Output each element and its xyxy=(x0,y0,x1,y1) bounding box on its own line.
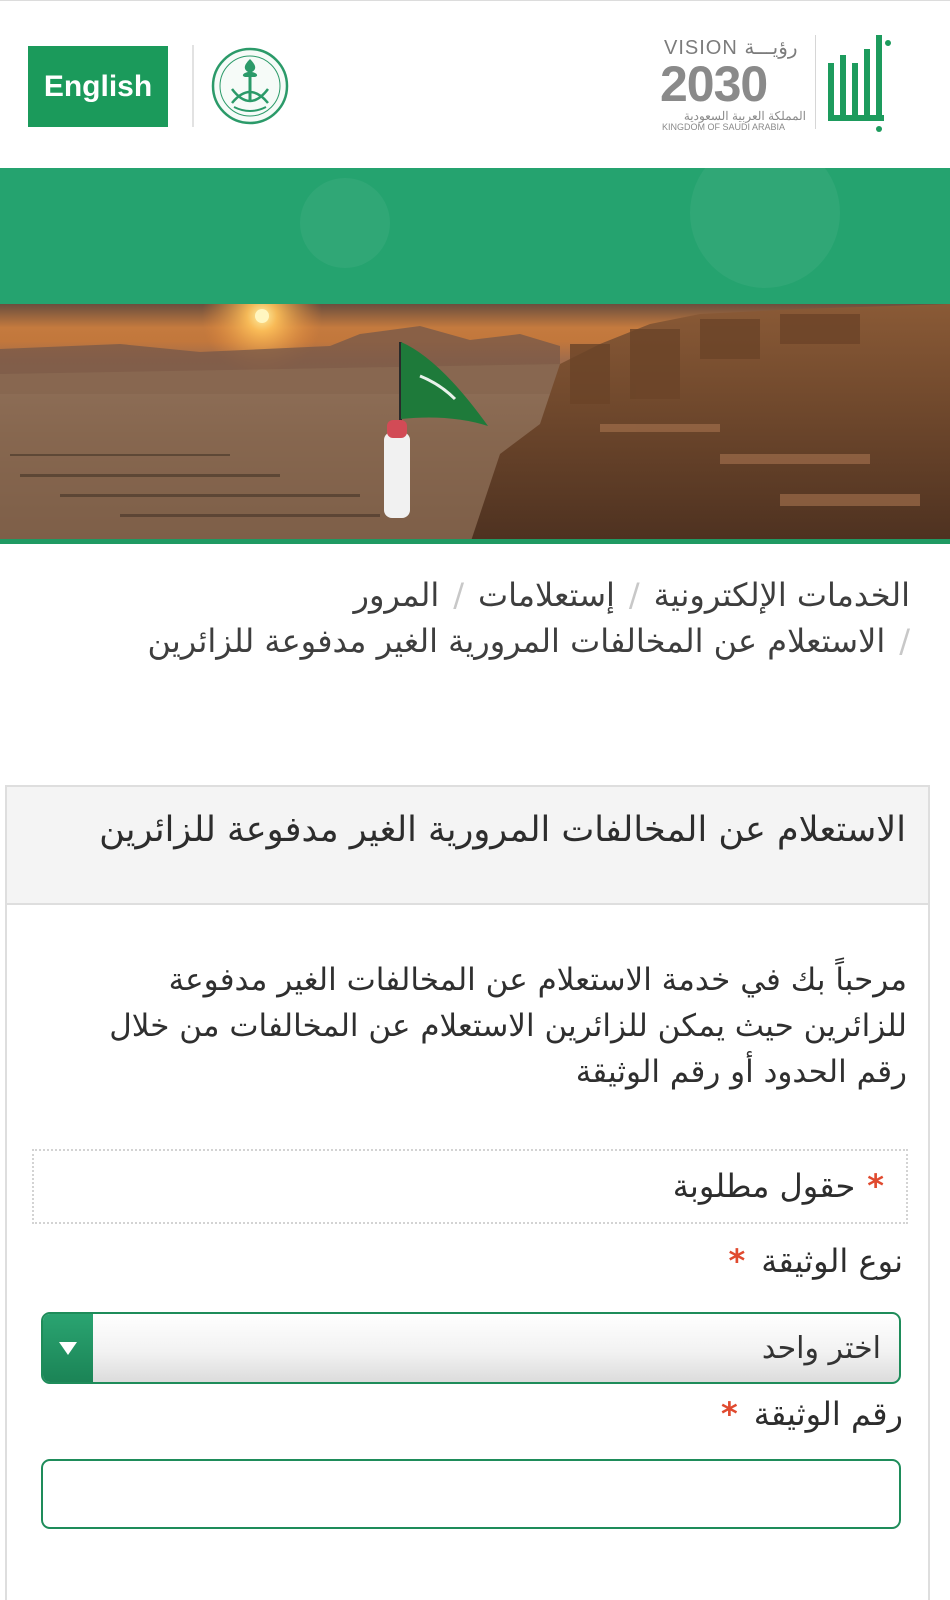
header-divider xyxy=(192,45,194,127)
vision-logo-english-text: KINGDOM OF SAUDI ARABIA xyxy=(662,122,786,132)
vision-logo-top-text: VISION رؤيـــة xyxy=(664,37,798,59)
required-star: * xyxy=(720,1395,738,1433)
required-fields-text: حقول مطلوبة xyxy=(672,1167,856,1205)
required-star: * xyxy=(728,1242,746,1280)
required-fields-note xyxy=(32,1149,908,1224)
service-intro-text: مرحباً بك في خدمة الاستعلام عن المخالفات الغير مدفوعة للزائرين حيث يمكن للزائرين الاستعلام عن المخالفات من خلال رقم الحدود أو رقم الوثيقة xyxy=(109,962,907,1090)
absher-logo-icon xyxy=(826,31,896,135)
vision-logo-year: 2030 xyxy=(660,56,768,112)
chevron-down-icon[interactable] xyxy=(43,1314,93,1382)
breadcrumb-separator: / xyxy=(453,576,464,614)
vision-2030-logo xyxy=(660,31,810,135)
banner-green-band xyxy=(0,168,950,304)
site-header xyxy=(0,0,950,168)
document-type-selected-value: اختر واحد xyxy=(761,1330,881,1366)
document-number-label-text: رقم الوثيقة xyxy=(753,1395,903,1433)
document-type-label xyxy=(47,1239,903,1283)
document-number-input[interactable] xyxy=(41,1459,901,1529)
document-type-label-text: نوع الوثيقة xyxy=(761,1242,903,1280)
breadcrumb-inquiries[interactable]: إستعلامات xyxy=(477,576,615,614)
document-number-label xyxy=(47,1392,903,1436)
vision-logo-arabic-text: المملكة العربية السعودية xyxy=(683,109,806,123)
breadcrumb-traffic[interactable]: المرور xyxy=(353,576,440,614)
card-title: الاستعلام عن المخالفات المرورية الغير مدفوعة للزائرين xyxy=(7,787,928,905)
breadcrumb-eservices[interactable]: الخدمات الإلكترونية xyxy=(653,576,910,614)
logo-divider xyxy=(815,35,816,129)
breadcrumb-separator: / xyxy=(628,576,640,614)
breadcrumb-current-page: الاستعلام عن المخالفات المرورية الغير مدفوعة للزائرين xyxy=(147,622,886,660)
document-type-select[interactable] xyxy=(41,1312,901,1384)
required-star: * xyxy=(867,1167,884,1205)
english-language-button[interactable]: English xyxy=(28,46,168,127)
breadcrumb-separator: / xyxy=(899,622,910,660)
breadcrumb xyxy=(90,572,910,664)
inquiry-card xyxy=(5,785,930,1600)
saudi-emblem-icon xyxy=(210,45,290,127)
hero-landscape-image xyxy=(0,304,950,544)
